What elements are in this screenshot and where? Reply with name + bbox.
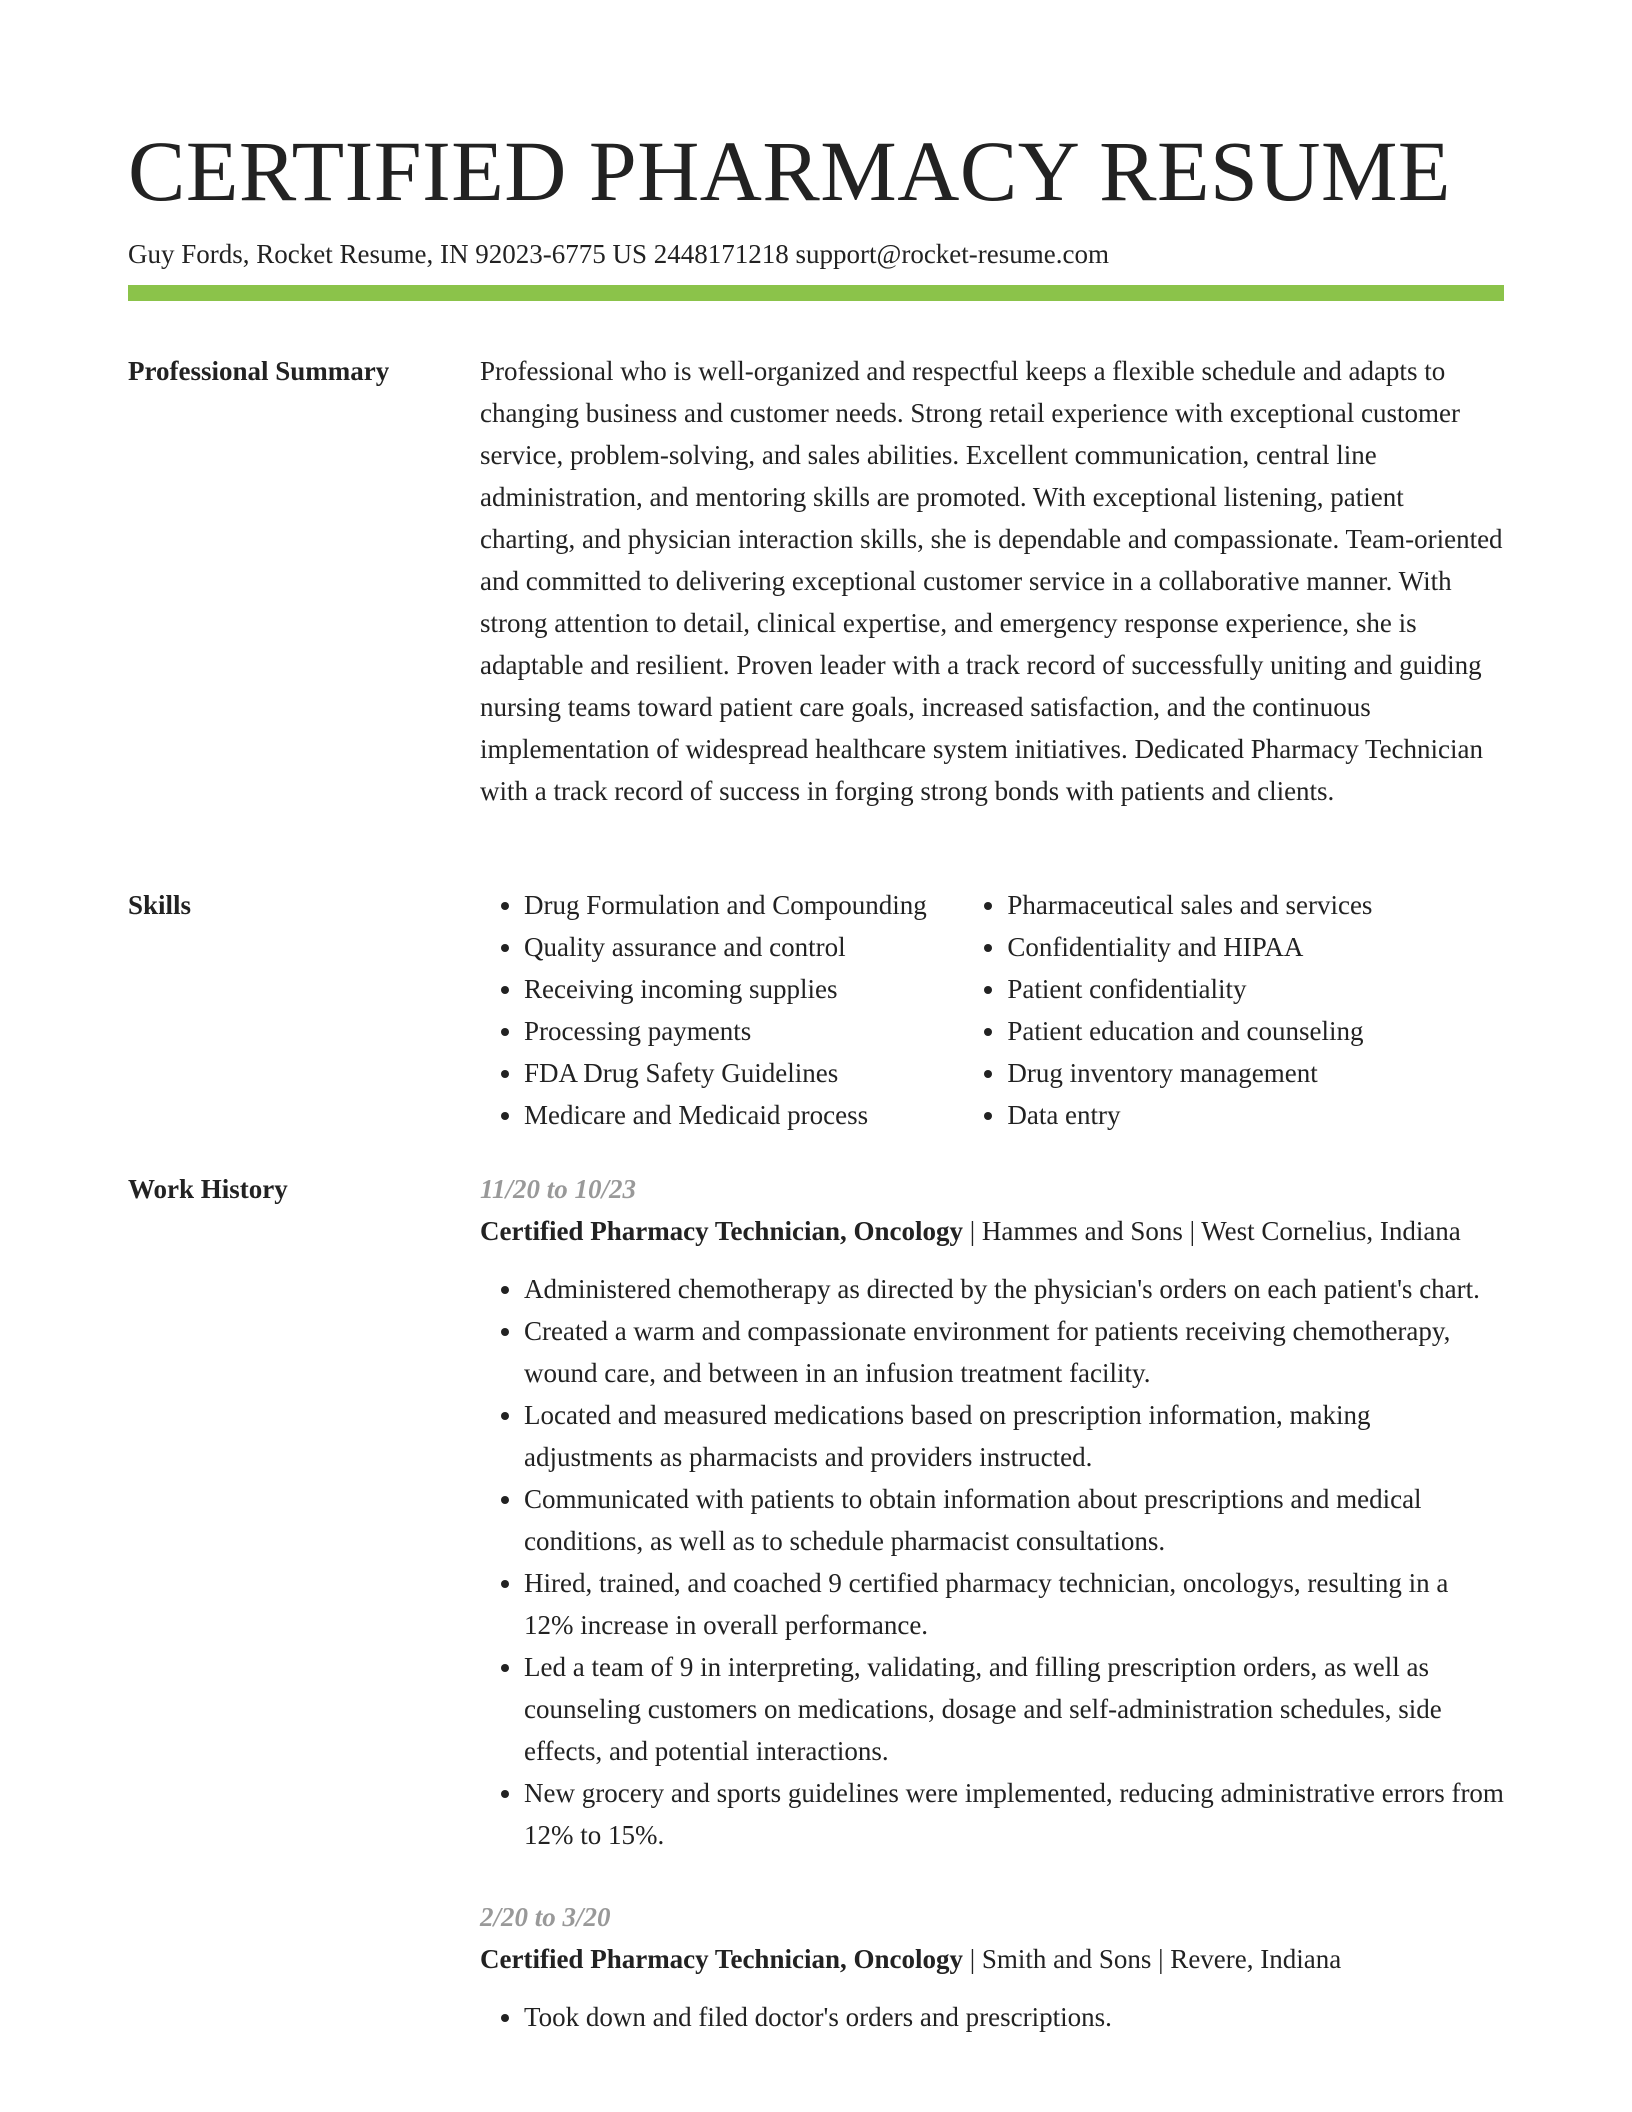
job-bullets (480, 1996, 1504, 2038)
job-entry (480, 1168, 1504, 1856)
job-bullet: • Administered chemotherapy as directed by the physician's orders on each patient's chart. (524, 1268, 1504, 1310)
job-bullet: • Created a warm and compassionate environment for patients receiving chemotherapy, wound care, and between in an infusion treatment facility. (524, 1310, 1504, 1394)
job-dates: 11/20 to 10/23 (480, 1174, 637, 1204)
job-bullet: • Communicated with patients to obtain information about prescriptions and medical conditions, as well as to schedule pharmacist consultations. (524, 1478, 1504, 1562)
job-heading (480, 1938, 1504, 1980)
job-bullet: • New grocery and sports guidelines were implemented, reducing administrative errors from 12% to 15%. (524, 1772, 1504, 1856)
job-bullets (480, 1268, 1504, 1856)
skill-item: • Confidentiality and HIPAA (1007, 926, 1504, 968)
job-title: Certified Pharmacy Technician, Oncology (480, 1216, 963, 1246)
skill-item: • Receiving incoming supplies (524, 968, 963, 1010)
contact-line: Guy Fords, Rocket Resume, IN 92023-6775 US 2448171218 support@rocket-resume.com (128, 239, 1109, 269)
job-entry (480, 1896, 1504, 2038)
skill-item: • Patient education and counseling (1007, 1010, 1504, 1052)
skill-item: • Medicare and Medicaid process (524, 1094, 963, 1136)
job-bullet: • Located and measured medications based on prescription information, making adjustments as pharmacists and providers instructed. (524, 1394, 1504, 1478)
skill-item: • Drug inventory management (1007, 1052, 1504, 1094)
skill-item: • Patient confidentiality (1007, 968, 1504, 1010)
job-bullet: • Led a team of 9 in interpreting, validating, and filling prescription orders, as well as counseling customers on medications, dosage and self-administration schedules, side effects, and potential interactions. (524, 1646, 1504, 1772)
work-history-body (480, 1168, 1504, 2038)
skills-column-1 (480, 884, 963, 1136)
resume-header (128, 118, 1504, 272)
summary-label: Professional Summary (128, 356, 390, 386)
job-details: | Smith and Sons | Revere, Indiana (962, 1944, 1342, 1974)
skill-item: • Pharmaceutical sales and services (1007, 884, 1504, 926)
work-history-label: Work History (128, 1174, 288, 1204)
summary-body (480, 350, 1504, 812)
job-bullet: • Hired, trained, and coached 9 certified pharmacy technician, oncologys, resulting in a 12% increase in overall performance. (524, 1562, 1504, 1646)
job-heading (480, 1210, 1504, 1252)
job-dates: 2/20 to 3/20 (480, 1902, 611, 1932)
skill-item: • FDA Drug Safety Guidelines (524, 1052, 963, 1094)
resume-title: CERTIFIED PHARMACY RESUME (128, 123, 1451, 219)
skills-label: Skills (128, 890, 192, 920)
skill-item: • Data entry (1007, 1094, 1504, 1136)
skills-body (480, 884, 1504, 1136)
skill-item: • Processing payments (524, 1010, 963, 1052)
job-details: | Hammes and Sons | West Cornelius, Indiana (962, 1216, 1461, 1246)
job-title: Certified Pharmacy Technician, Oncology (480, 1944, 963, 1974)
summary-text: Professional who is well-organized and respectful keeps a flexible schedule and adapts to changing business and customer needs. Strong retail experience with exceptional customer service, problem-solving, and sales abilities. Excellent communication, central line administration, and mentoring skills are promoted. With exceptional listening, patient charting, and physician interaction skills, she is dependable and compassionate. Team-oriented and committed to delivering exceptional customer service in a collaborative manner. With strong attention to detail, clinical expertise, and emergency response experience, she is adaptable and resilient. Proven leader with a track record of successfully uniting and guiding nursing teams toward patient care goals, increased satisfaction, and the continuous implementation of widespread healthcare system initiatives. Dedicated Pharmacy Technician with a track record of success in forging strong bonds with patients and clients. (480, 356, 1503, 806)
skills-column-2 (963, 884, 1504, 1136)
skill-item: • Quality assurance and control (524, 926, 963, 968)
job-bullet: • Took down and filed doctor's orders and prescriptions. (524, 1996, 1504, 2038)
skill-item: • Drug Formulation and Compounding (524, 884, 963, 926)
header-divider (128, 285, 1504, 301)
